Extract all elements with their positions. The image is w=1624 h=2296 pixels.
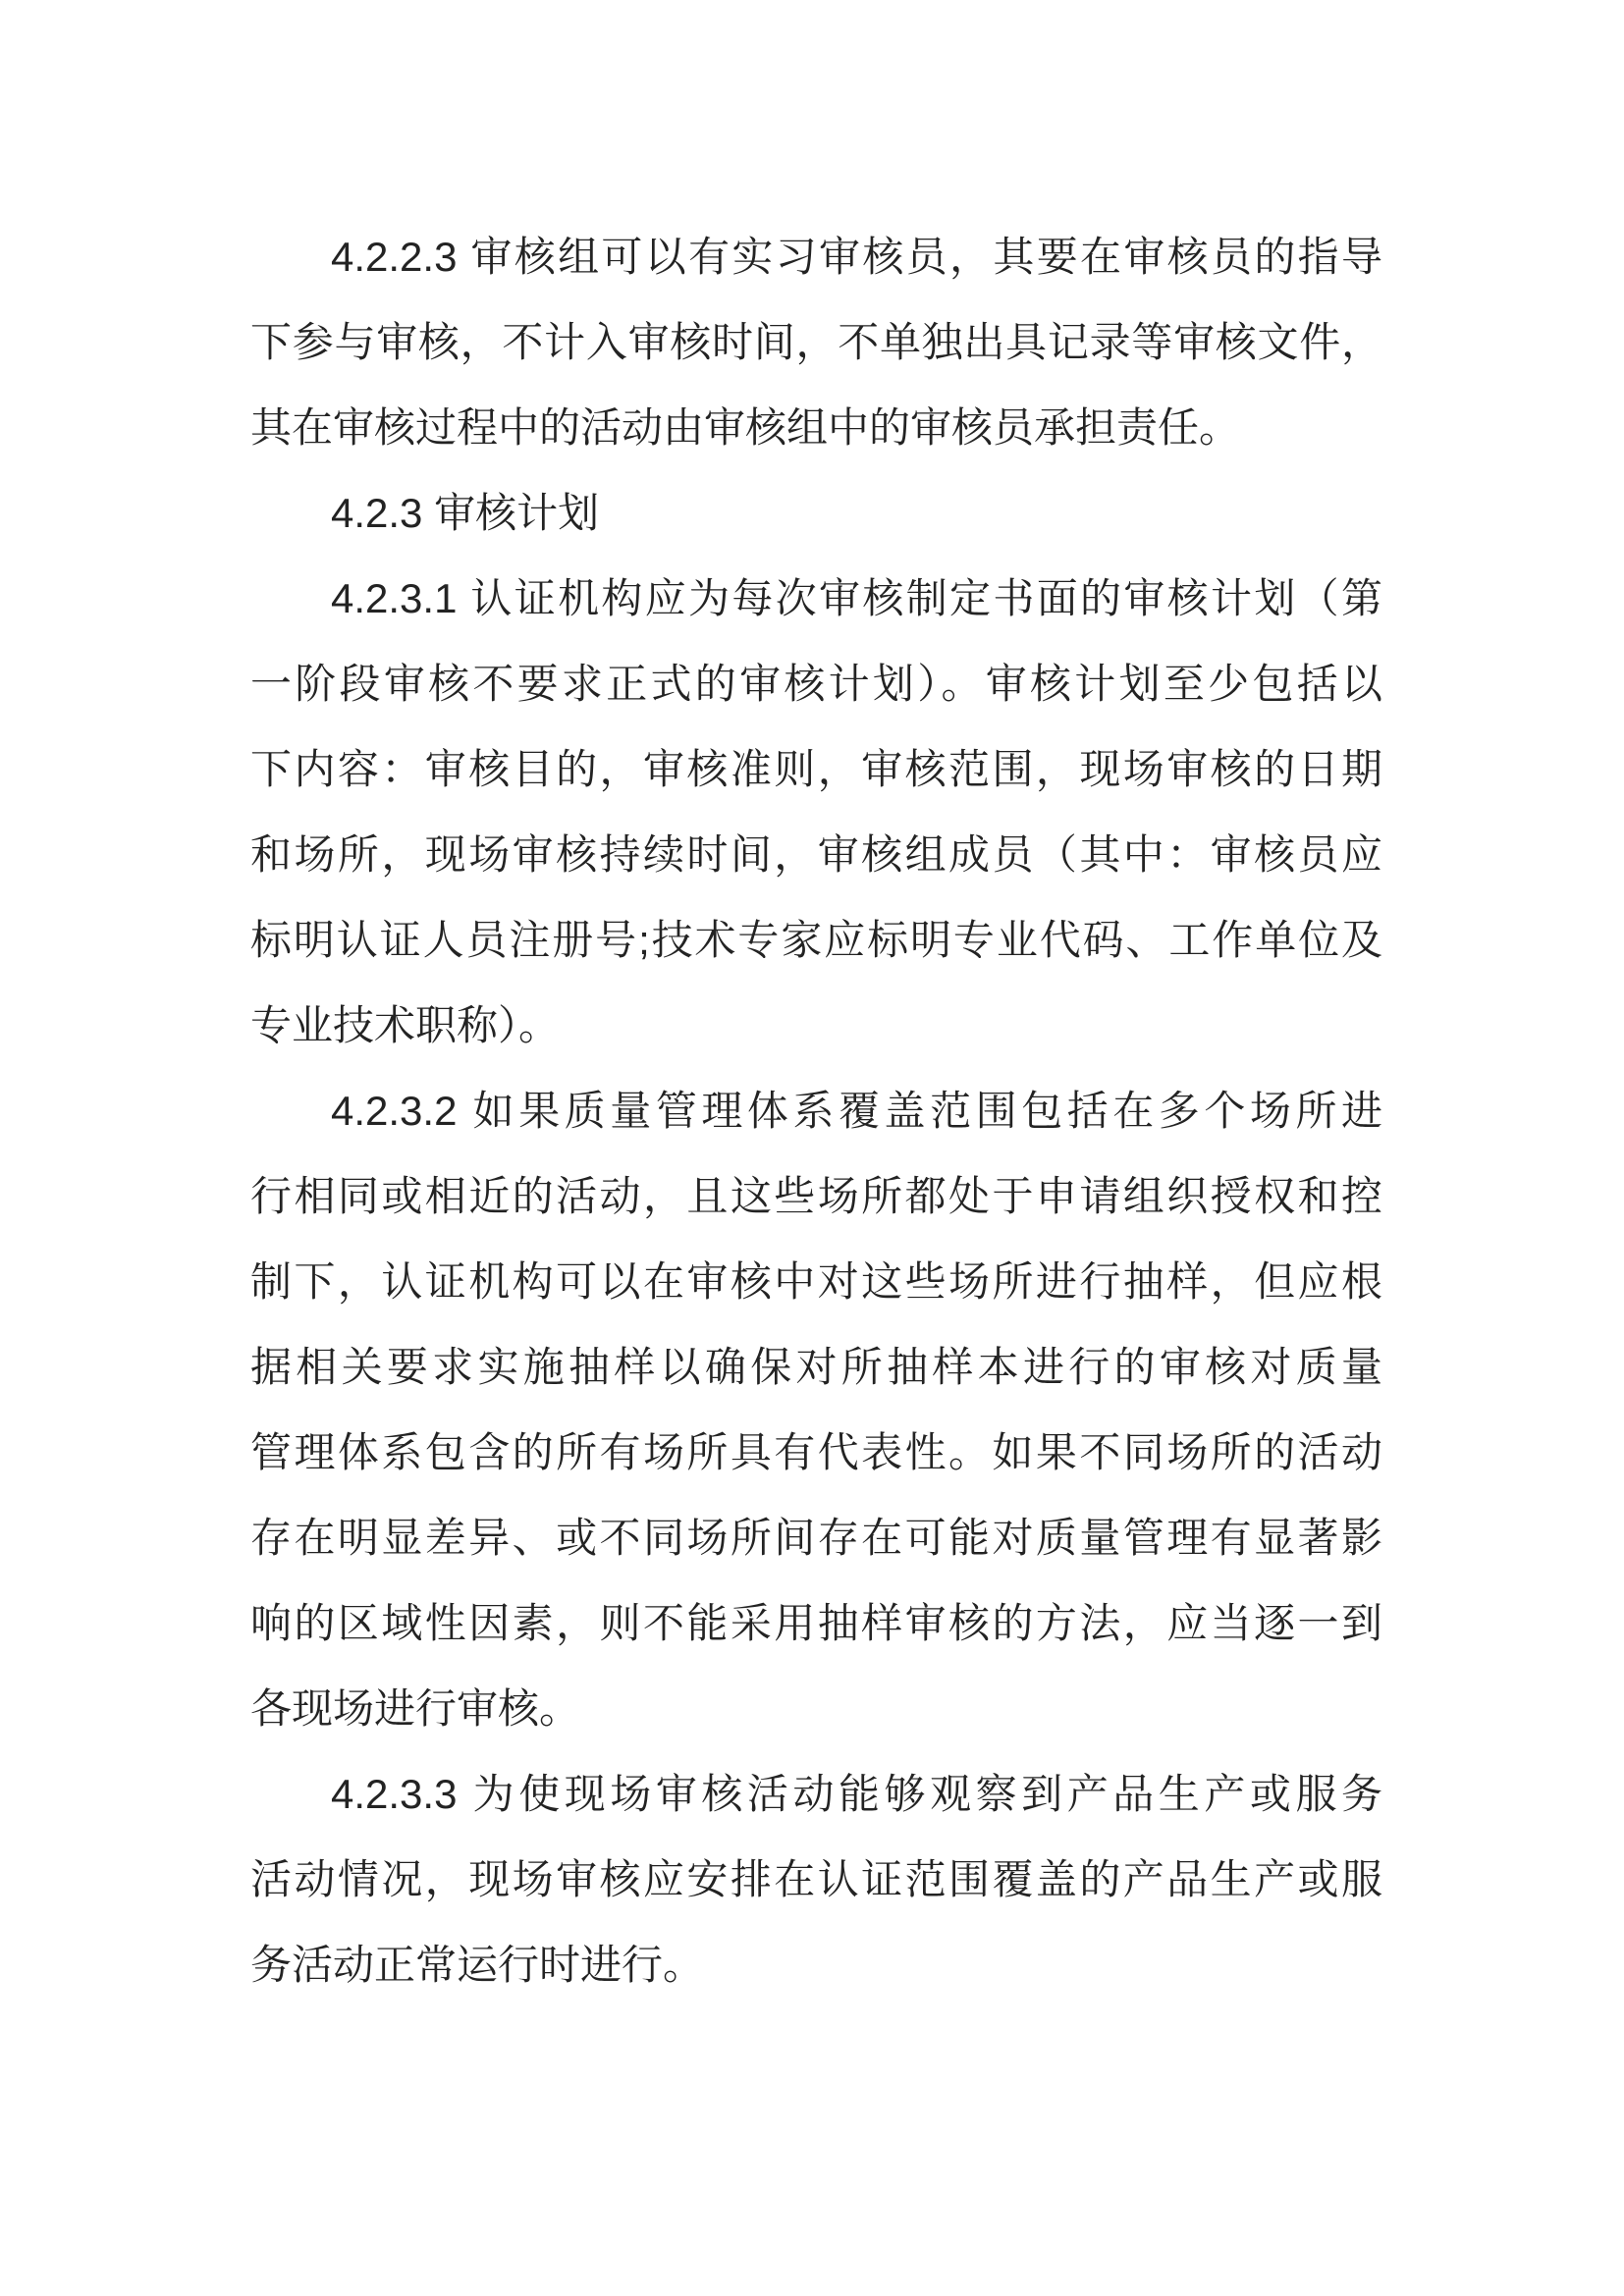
text-line: 4.2.3.2 如果质量管理体系覆盖范围包括在多个场所进 bbox=[331, 1088, 1382, 1134]
text-line: 4.2.3.3 为使现场审核活动能够观察到产品生产或服务 bbox=[331, 1771, 1382, 1817]
text-line: 管理体系包含的所有场所具有代表性。如果不同场所的活动 bbox=[250, 1429, 1382, 1475]
document-body bbox=[250, 214, 1382, 2007]
text-line: 下参与审核，不计入审核时间，不单独出具记录等审核文件， bbox=[250, 319, 1382, 365]
text-line: 制下，认证机构可以在审核中对这些场所进行抽样，但应根 bbox=[250, 1258, 1382, 1305]
text-line: 和场所，现场审核持续时间，审核组成员（其中：审核员应 bbox=[250, 831, 1382, 878]
paragraph-4.2.3.3 bbox=[250, 1751, 1382, 2007]
text-line: 下内容：审核目的，审核准则，审核范围，现场审核的日期 bbox=[250, 746, 1382, 792]
text-line: 响的区域性因素，则不能采用抽样审核的方法，应当逐一到 bbox=[250, 1600, 1382, 1646]
text-line: 4.2.3.1 认证机构应为每次审核制定书面的审核计划（第 bbox=[331, 575, 1382, 621]
text-line: 专业技术职称）。 bbox=[250, 1002, 561, 1048]
text-line: 各现场进行审核。 bbox=[250, 1685, 581, 1732]
paragraph-4.2.2.3 bbox=[250, 214, 1382, 470]
text-line: 其在审核过程中的活动由审核组中的审核员承担责任。 bbox=[250, 404, 1241, 451]
paragraph-4.2.3.2 bbox=[250, 1068, 1382, 1751]
paragraph-4.2.3 bbox=[250, 470, 1382, 556]
text-line: 据相关要求实施抽样以确保对所抽样本进行的审核对质量 bbox=[250, 1344, 1382, 1390]
text-line: 标明认证人员注册号;技术专家应标明专业代码、工作单位及 bbox=[250, 917, 1382, 963]
text-line: 一阶段审核不要求正式的审核计划）。审核计划至少包括以 bbox=[250, 661, 1382, 707]
text-line: 4.2.3 审核计划 bbox=[331, 490, 600, 536]
paragraph-4.2.3.1 bbox=[250, 556, 1382, 1068]
text-line: 4.2.2.3 审核组可以有实习审核员，其要在审核员的指导 bbox=[331, 234, 1382, 280]
text-line: 存在明显差异、或不同场所间存在可能对质量管理有显著影 bbox=[250, 1515, 1382, 1561]
text-line: 务活动正常运行时进行。 bbox=[250, 1942, 705, 1988]
text-line: 活动情况，现场审核应安排在认证范围覆盖的产品生产或服 bbox=[250, 1856, 1382, 1902]
text-line: 行相同或相近的活动，且这些场所都处于申请组织授权和控 bbox=[250, 1173, 1382, 1219]
